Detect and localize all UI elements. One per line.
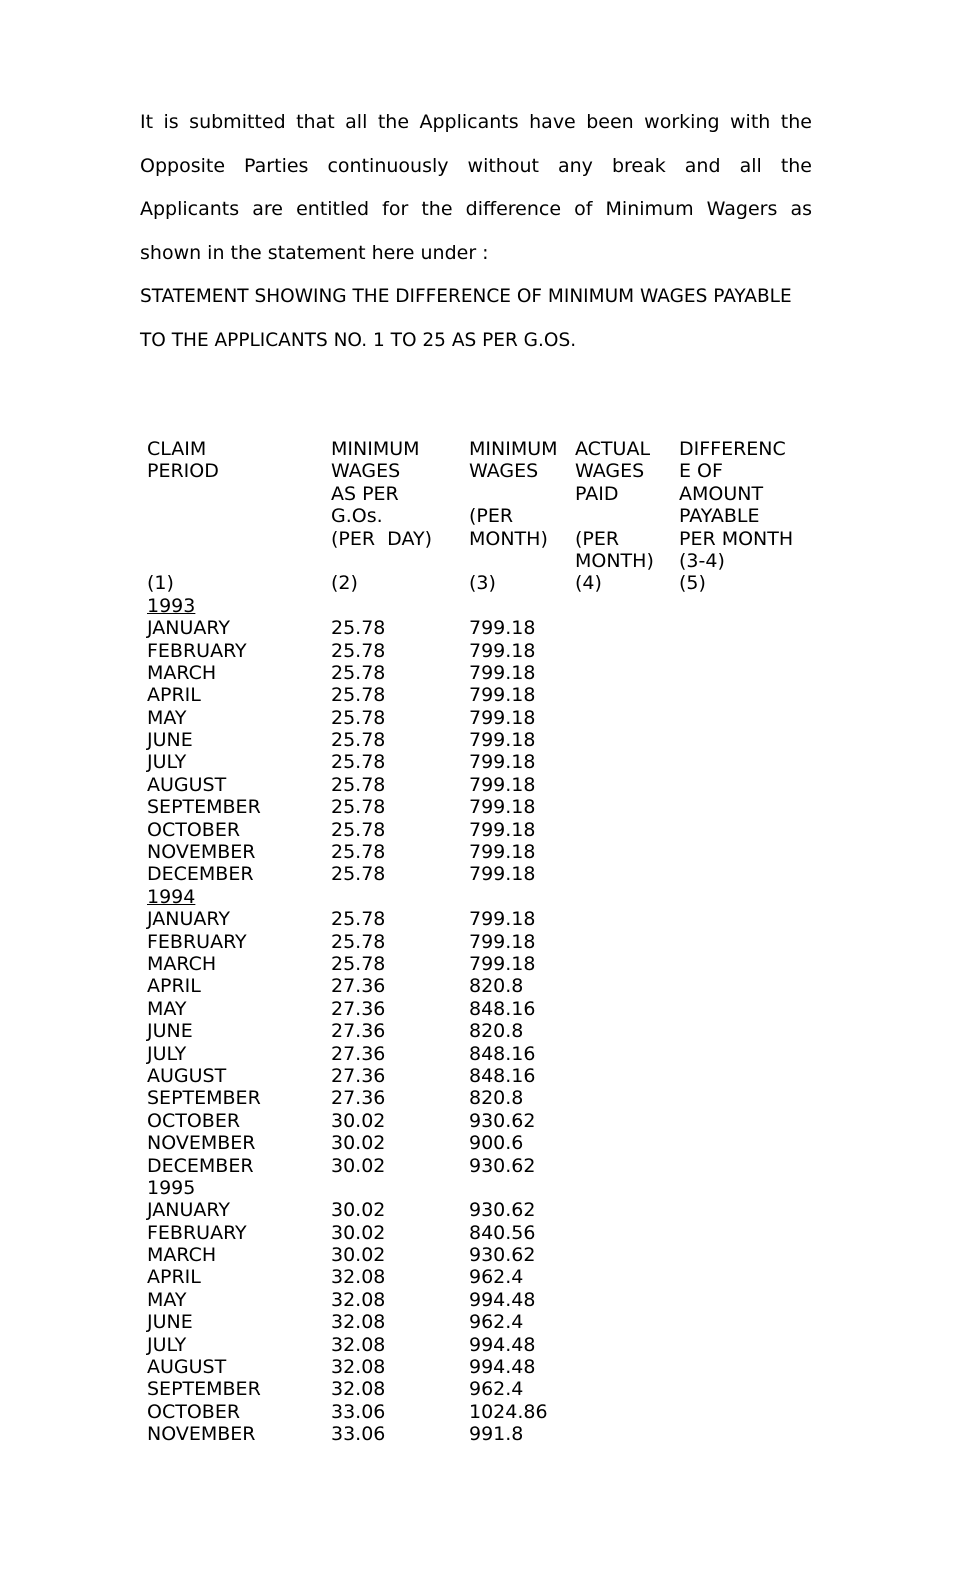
header-min-wages-per-month: WAGES — [469, 460, 539, 483]
per-month-cell: 820.8 — [469, 975, 524, 998]
per-month-cell: 820.8 — [469, 1087, 524, 1110]
per-day-cell: 27.36 — [331, 1020, 386, 1043]
table-cell — [575, 595, 654, 617]
header-min-wages-per-month — [469, 550, 558, 572]
header-min-wages-per-day: (PER DAY) — [331, 527, 432, 550]
actual-wages-cell — [575, 1266, 654, 1288]
actual-wages-cell — [575, 1199, 654, 1221]
per-month-cell: 799.18 — [469, 863, 536, 886]
month-cell: SEPTEMBER — [147, 1378, 261, 1401]
difference-cell — [679, 729, 793, 751]
header-min-wages-per-month — [469, 483, 558, 505]
per-month-cell: 799.18 — [469, 706, 536, 729]
actual-wages-cell — [575, 1110, 654, 1132]
difference-cell — [679, 1311, 793, 1333]
table-cell — [575, 886, 654, 908]
per-day-cell: 32.08 — [331, 1378, 386, 1401]
actual-wages-cell — [575, 1311, 654, 1333]
per-month-cell: 820.8 — [469, 1020, 524, 1043]
difference-cell — [679, 1020, 793, 1042]
per-month-cell: 930.62 — [469, 1109, 536, 1132]
difference-cell — [679, 774, 793, 796]
statement-title-line-1: STATEMENT SHOWING THE DIFFERENCE OF MINIMUM WAGES PAYABLE — [140, 286, 792, 307]
actual-wages-cell — [575, 662, 654, 684]
difference-cell — [679, 707, 793, 729]
actual-wages-cell — [575, 1244, 654, 1266]
month-cell: AUGUST — [147, 773, 227, 796]
intro-text: It is submitted that all the Applicants have been working with the Opposite Parties continuously without any break and all the Applicants are entitled for the difference of Minimum Wagers as shown in the statement here under : — [140, 111, 813, 264]
month-cell: OCTOBER — [147, 818, 241, 841]
per-month-cell: 799.18 — [469, 773, 536, 796]
month-cell: MAY — [147, 1288, 187, 1311]
per-day-cell: 27.36 — [331, 975, 386, 998]
per-day-cell: 30.02 — [331, 1132, 386, 1155]
per-day-cell: 25.78 — [331, 706, 386, 729]
per-day-cell: 33.06 — [331, 1423, 386, 1446]
table-cell — [469, 1177, 558, 1199]
actual-wages-cell — [575, 1378, 654, 1400]
month-cell: JULY — [147, 1042, 187, 1065]
per-month-cell: 930.62 — [469, 1154, 536, 1177]
difference-cell — [679, 1110, 793, 1132]
per-day-cell: 25.78 — [331, 751, 386, 774]
actual-wages-cell — [575, 863, 654, 885]
month-cell: JULY — [147, 751, 187, 774]
month-cell: AUGUST — [147, 1064, 227, 1087]
month-cell: JANUARY — [147, 1199, 230, 1222]
actual-wages-cell — [575, 841, 654, 863]
difference-cell — [679, 1065, 793, 1087]
actual-wages-cell — [575, 1132, 654, 1154]
header-min-wages-per-day: WAGES — [331, 460, 401, 483]
actual-wages-cell — [575, 819, 654, 841]
header-claim-period: CLAIM — [147, 438, 207, 460]
month-cell: NOVEMBER — [147, 1423, 256, 1446]
header-claim-period — [147, 550, 261, 572]
actual-wages-cell — [575, 1423, 654, 1445]
actual-wages-cell — [575, 729, 654, 751]
per-month-cell: 848.16 — [469, 997, 536, 1020]
actual-wages-cell — [575, 1289, 654, 1311]
month-cell: SEPTEMBER — [147, 1087, 261, 1110]
per-day-cell: 25.78 — [331, 908, 386, 931]
per-day-cell: 25.78 — [331, 930, 386, 953]
difference-cell — [679, 819, 793, 841]
difference-cell — [679, 1132, 793, 1154]
difference-cell — [679, 1356, 793, 1378]
month-cell: MARCH — [147, 1244, 217, 1267]
intro-paragraph — [140, 101, 812, 275]
per-day-cell: 25.78 — [331, 617, 386, 640]
per-day-cell: 30.02 — [331, 1221, 386, 1244]
actual-wages-cell — [575, 908, 654, 930]
table-cell — [331, 886, 432, 908]
table-cell — [575, 1177, 654, 1199]
per-month-cell: 840.56 — [469, 1221, 536, 1244]
header-min-wages-per-day: G.Os. — [331, 505, 383, 528]
per-month-cell: 962.4 — [469, 1311, 524, 1334]
header-min-wages-per-month: MONTH) — [469, 527, 548, 550]
table-cell — [679, 886, 793, 908]
month-cell: AUGUST — [147, 1356, 227, 1379]
actual-wages-cell — [575, 774, 654, 796]
month-cell: APRIL — [147, 1266, 201, 1289]
per-day-cell: 25.78 — [331, 729, 386, 752]
header-min-wages-per-day: (2) — [331, 572, 358, 595]
actual-wages-cell — [575, 1043, 654, 1065]
per-day-cell: 25.78 — [331, 796, 386, 819]
actual-wages-cell — [575, 953, 654, 975]
table-cell — [331, 1177, 432, 1199]
header-min-wages-per-month: (PER — [469, 505, 514, 528]
per-month-cell: 799.18 — [469, 639, 536, 662]
month-cell: JUNE — [147, 729, 193, 752]
difference-cell — [679, 1334, 793, 1356]
per-day-cell: 27.36 — [331, 1087, 386, 1110]
header-difference-payable: (5) — [679, 572, 706, 595]
month-cell: APRIL — [147, 975, 201, 998]
difference-cell — [679, 931, 793, 953]
per-day-cell: 25.78 — [331, 773, 386, 796]
actual-wages-cell — [575, 751, 654, 773]
per-month-cell: 799.18 — [469, 908, 536, 931]
month-cell: DECEMBER — [147, 863, 254, 886]
actual-wages-cell — [575, 640, 654, 662]
per-day-cell: 32.08 — [331, 1311, 386, 1334]
header-difference-payable: AMOUNT — [679, 482, 764, 505]
per-day-cell: 32.08 — [331, 1356, 386, 1379]
per-month-cell: 799.18 — [469, 930, 536, 953]
per-month-cell: 991.8 — [469, 1423, 524, 1446]
column-claim-period — [147, 438, 261, 1446]
header-min-wages-per-day: AS PER — [331, 482, 399, 505]
header-actual-wages-paid: (4) — [575, 572, 602, 595]
header-claim-period — [147, 528, 261, 550]
month-cell: NOVEMBER — [147, 1132, 256, 1155]
per-day-cell: 32.08 — [331, 1266, 386, 1289]
per-day-cell: 30.02 — [331, 1109, 386, 1132]
month-cell: MARCH — [147, 661, 217, 684]
per-day-cell: 25.78 — [331, 661, 386, 684]
month-cell: OCTOBER — [147, 1109, 241, 1132]
actual-wages-cell — [575, 1356, 654, 1378]
month-cell: FEBRUARY — [147, 1221, 247, 1244]
actual-wages-cell — [575, 1334, 654, 1356]
per-day-cell: 32.08 — [331, 1333, 386, 1356]
month-cell: MAY — [147, 706, 187, 729]
header-claim-period: (1) — [147, 572, 174, 595]
header-actual-wages-paid: (PER — [575, 527, 620, 550]
header-actual-wages-paid — [575, 505, 654, 527]
header-min-wages-per-day: MINIMUM — [331, 438, 420, 460]
header-actual-wages-paid: ACTUAL — [575, 438, 651, 460]
per-month-cell: 930.62 — [469, 1244, 536, 1267]
month-cell: NOVEMBER — [147, 841, 256, 864]
month-cell: JANUARY — [147, 908, 230, 931]
header-difference-payable: (3-4) — [679, 549, 725, 572]
header-difference-payable: E OF — [679, 460, 723, 483]
difference-cell — [679, 1199, 793, 1221]
difference-cell — [679, 751, 793, 773]
actual-wages-cell — [575, 1222, 654, 1244]
difference-cell — [679, 998, 793, 1020]
per-month-cell: 962.4 — [469, 1378, 524, 1401]
month-cell: JANUARY — [147, 617, 230, 640]
month-cell: SEPTEMBER — [147, 796, 261, 819]
difference-cell — [679, 1378, 793, 1400]
per-month-cell: 799.18 — [469, 751, 536, 774]
year-label: 1994 — [147, 885, 196, 908]
header-difference-payable: DIFFERENC — [679, 438, 786, 460]
header-actual-wages-paid: WAGES — [575, 460, 645, 483]
per-month-cell: 848.16 — [469, 1064, 536, 1087]
per-month-cell: 900.6 — [469, 1132, 524, 1155]
actual-wages-cell — [575, 1155, 654, 1177]
difference-cell — [679, 1155, 793, 1177]
header-difference-payable: PER MONTH — [679, 527, 794, 550]
per-month-cell: 799.18 — [469, 617, 536, 640]
actual-wages-cell — [575, 975, 654, 997]
per-day-cell: 30.02 — [331, 1199, 386, 1222]
header-claim-period: PERIOD — [147, 460, 219, 483]
header-actual-wages-paid: PAID — [575, 482, 619, 505]
per-day-cell: 25.78 — [331, 841, 386, 864]
per-day-cell: 33.06 — [331, 1400, 386, 1423]
per-day-cell: 30.02 — [331, 1154, 386, 1177]
month-cell: FEBRUARY — [147, 639, 247, 662]
per-month-cell: 799.18 — [469, 841, 536, 864]
header-claim-period — [147, 483, 261, 505]
difference-cell — [679, 662, 793, 684]
month-cell: JUNE — [147, 1311, 193, 1334]
per-month-cell: 799.18 — [469, 684, 536, 707]
difference-cell — [679, 841, 793, 863]
month-cell: JUNE — [147, 1020, 193, 1043]
column-min-wages-per-month — [469, 438, 558, 1446]
month-cell: JULY — [147, 1333, 187, 1356]
per-day-cell: 27.36 — [331, 1042, 386, 1065]
actual-wages-cell — [575, 617, 654, 639]
difference-cell — [679, 1289, 793, 1311]
difference-cell — [679, 1401, 793, 1423]
per-month-cell: 799.18 — [469, 796, 536, 819]
table-cell — [469, 886, 558, 908]
month-cell: OCTOBER — [147, 1400, 241, 1423]
per-day-cell: 30.02 — [331, 1244, 386, 1267]
per-month-cell: 799.18 — [469, 818, 536, 841]
per-day-cell: 25.78 — [331, 863, 386, 886]
statement-title — [140, 275, 820, 362]
actual-wages-cell — [575, 1087, 654, 1109]
difference-cell — [679, 908, 793, 930]
table-cell — [679, 595, 793, 617]
column-actual-wages-paid — [575, 438, 654, 1446]
actual-wages-cell — [575, 1020, 654, 1042]
difference-cell — [679, 863, 793, 885]
header-difference-payable: PAYABLE — [679, 505, 760, 528]
per-month-cell: 799.18 — [469, 661, 536, 684]
per-day-cell: 27.36 — [331, 997, 386, 1020]
difference-cell — [679, 640, 793, 662]
per-day-cell: 25.78 — [331, 818, 386, 841]
month-cell: DECEMBER — [147, 1154, 254, 1177]
year-label: 1995 — [147, 1176, 196, 1199]
column-min-wages-per-day — [331, 438, 432, 1446]
per-day-cell: 25.78 — [331, 952, 386, 975]
month-cell: MAY — [147, 997, 187, 1020]
column-difference-payable — [679, 438, 793, 1446]
statement-title-line-2: TO THE APPLICANTS NO. 1 TO 25 AS PER G.OS. — [140, 329, 577, 351]
year-label: 1993 — [147, 594, 196, 617]
month-cell: APRIL — [147, 684, 201, 707]
actual-wages-cell — [575, 707, 654, 729]
difference-cell — [679, 953, 793, 975]
per-month-cell: 1024.86 — [469, 1400, 548, 1423]
difference-cell — [679, 617, 793, 639]
table-cell — [469, 595, 558, 617]
header-min-wages-per-month: MINIMUM — [469, 438, 558, 460]
per-month-cell: 994.48 — [469, 1288, 536, 1311]
header-min-wages-per-day — [331, 550, 432, 572]
per-day-cell: 25.78 — [331, 639, 386, 662]
difference-cell — [679, 1222, 793, 1244]
header-claim-period — [147, 505, 261, 527]
month-cell: MARCH — [147, 952, 217, 975]
actual-wages-cell — [575, 1401, 654, 1423]
per-month-cell: 994.48 — [469, 1356, 536, 1379]
difference-cell — [679, 796, 793, 818]
per-month-cell: 799.18 — [469, 729, 536, 752]
per-month-cell: 962.4 — [469, 1266, 524, 1289]
actual-wages-cell — [575, 796, 654, 818]
per-day-cell: 32.08 — [331, 1288, 386, 1311]
per-month-cell: 930.62 — [469, 1199, 536, 1222]
actual-wages-cell — [575, 684, 654, 706]
per-month-cell: 994.48 — [469, 1333, 536, 1356]
actual-wages-cell — [575, 931, 654, 953]
difference-cell — [679, 684, 793, 706]
difference-cell — [679, 1244, 793, 1266]
per-month-cell: 799.18 — [469, 952, 536, 975]
difference-cell — [679, 975, 793, 997]
difference-cell — [679, 1266, 793, 1288]
difference-cell — [679, 1423, 793, 1445]
per-month-cell: 848.16 — [469, 1042, 536, 1065]
month-cell: FEBRUARY — [147, 930, 247, 953]
header-actual-wages-paid: MONTH) — [575, 549, 654, 572]
header-min-wages-per-month: (3) — [469, 572, 496, 595]
per-day-cell: 25.78 — [331, 684, 386, 707]
difference-cell — [679, 1043, 793, 1065]
actual-wages-cell — [575, 1065, 654, 1087]
actual-wages-cell — [575, 998, 654, 1020]
per-day-cell: 27.36 — [331, 1064, 386, 1087]
difference-cell — [679, 1087, 793, 1109]
table-cell — [331, 595, 432, 617]
table-cell — [679, 1177, 793, 1199]
